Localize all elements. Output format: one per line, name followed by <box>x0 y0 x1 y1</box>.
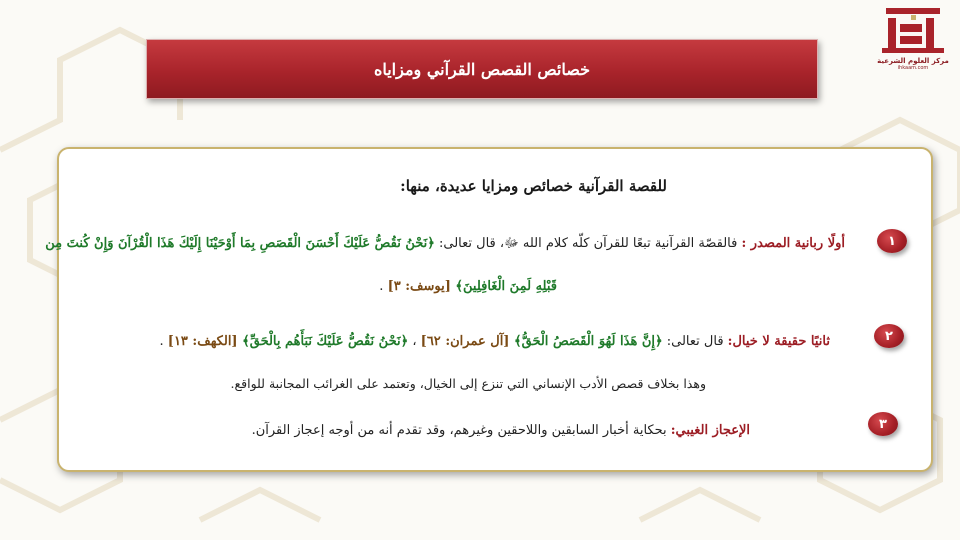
item-3-text: بحكاية أخبار السابقين واللاحقين وغيرهم، وقد تقدم أنه من أوجه إعجاز القرآن. <box>251 423 671 438</box>
title-banner <box>146 39 818 99</box>
item-1-text: فالقصّة القرآنية تبعًا للقرآن كلّه كلام الله ﷻ، قال تعالى: <box>434 236 742 251</box>
item-2-text: قال تعالى: <box>662 334 728 349</box>
item-2-quran-verse-1: ﴿إِنَّ هَذَا لَهُوَ الْقَصَصُ الْحَقُّ﴾ <box>514 334 663 349</box>
item-number-badge-2: ٢ <box>874 324 904 348</box>
item-2-quran-verse-2: ﴿نَحْنُ نَقُصُّ عَلَيْكَ نَبَأَهُم بِالْحَقِّ﴾ <box>242 334 409 349</box>
item-number-badge-1: ١ <box>877 229 907 253</box>
logo <box>876 6 950 90</box>
item-2-separator: ، <box>408 334 421 349</box>
item-1-quran-verse: ﴿نَحْنُ نَقُصُّ عَلَيْكَ أَحْسَنَ الْقَصَصِ بِمَا أَوْحَيْنَا إِلَيْكَ هَذَا الْقُرْآنَ وَإِنْ كُنتَ مِن <box>45 236 435 251</box>
item-3-line-1 <box>252 423 750 438</box>
page-title: خصائص القصص القرآني ومزاياه <box>373 59 591 79</box>
item-1-quran-verse-cont: قَبْلِهِ لَمِنَ الْغَافِلِينَ﴾ <box>455 279 557 294</box>
item-1-line-2 <box>379 279 557 294</box>
logo-subtitle: ihkaam.com <box>897 65 929 71</box>
item-1-end: . <box>379 279 388 294</box>
item-2-line-1 <box>160 334 830 349</box>
item-1-label: أولًا ربانية المصدر : <box>741 236 845 251</box>
item-2-reference-2: [الكهف: ١٣] <box>167 334 243 349</box>
item-1-reference: [يوسف: ٣] <box>387 279 456 294</box>
logo-mark-icon <box>878 6 948 56</box>
item-1-line-1 <box>45 235 845 254</box>
item-2-reference-1: [آل عمران: ٦٢] <box>420 334 514 349</box>
item-2-line-2: وهذا بخلاف قصص الأدب الإنساني التي تنزع إلى الخيال، وتعتمد على الغرائب المجانبة للواقع. <box>230 376 706 391</box>
item-2-label: ثانيًا حقيقة لا خيال: <box>727 334 830 349</box>
logo-title: مركز العلوم الشرعية <box>877 57 949 65</box>
item-2-end: . <box>159 334 168 349</box>
item-number-badge-3: ٣ <box>868 412 898 436</box>
content-heading: للقصة القرآنية خصائص ومزايا عديدة، منها: <box>400 177 667 195</box>
item-3-label: الإعجاز الغيبي: <box>670 423 750 438</box>
